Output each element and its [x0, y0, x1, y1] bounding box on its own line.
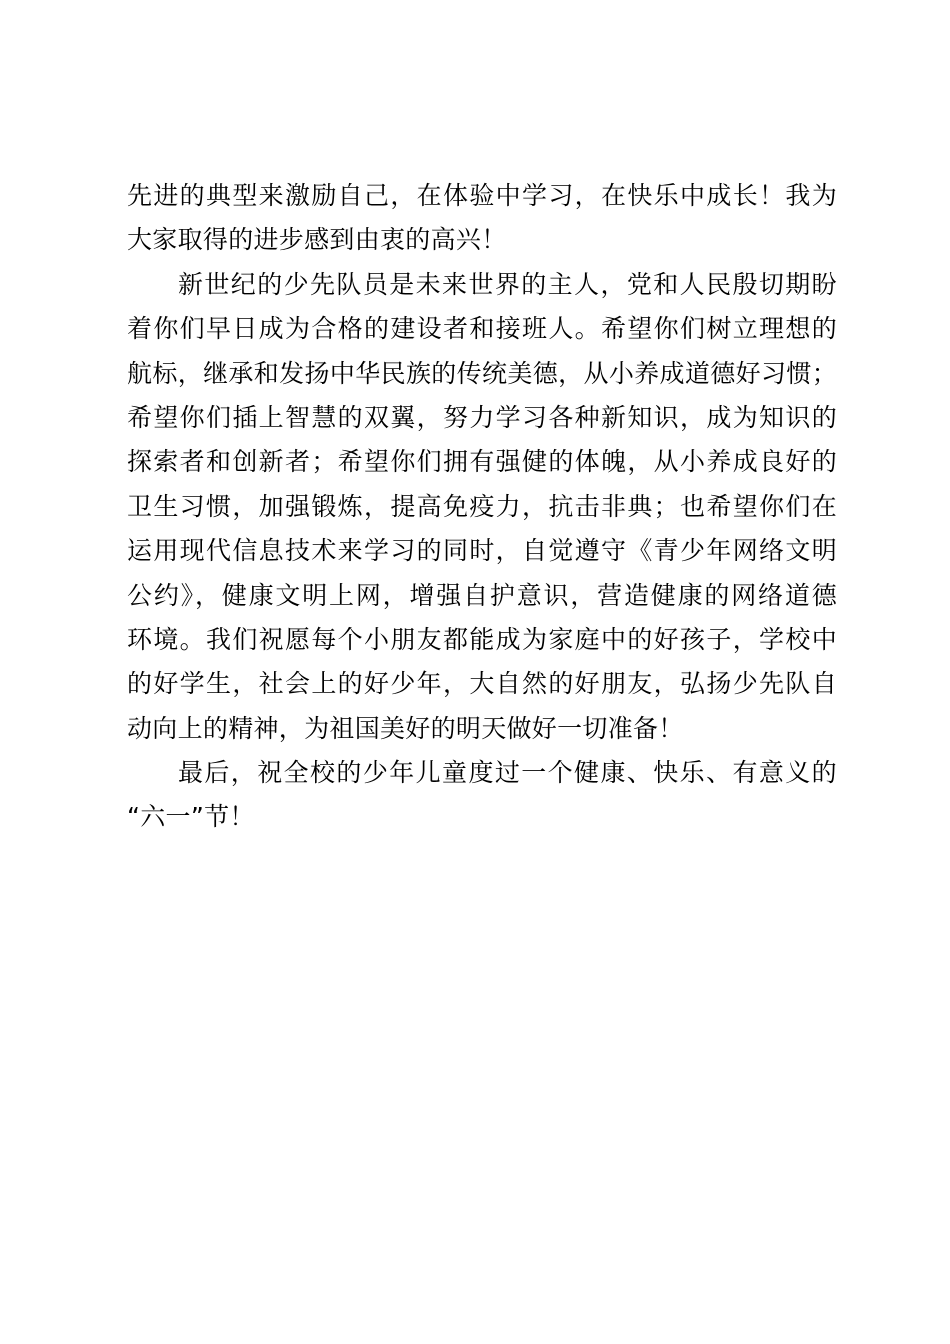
paragraph-2 — [127, 263, 837, 751]
paragraph-line: “六一”节！ — [127, 802, 255, 832]
paragraph-line: 先进的典型来激励自己，在体验中学习，在快乐中成长！我为 — [127, 181, 837, 210]
paragraph-3 — [127, 751, 837, 840]
document-body — [127, 174, 837, 840]
paragraph-line: 公约》，健康文明上网，增强自护意识，营造健康的网络道德 — [127, 580, 837, 610]
paragraph-line: 环境。我们祝愿每个小朋友都能成为家庭中的好孩子，学校中 — [127, 624, 837, 654]
paragraph-line: 希望你们插上智慧的双翼，努力学习各种新知识，成为知识的 — [127, 402, 837, 432]
paragraph-line: 运用现代信息技术来学习的同时，自觉遵守《青少年网络文明 — [127, 536, 837, 566]
paragraph-line: 动向上的精神，为祖国美好的明天做好一切准备！ — [127, 713, 684, 743]
paragraph-line: 的好学生，社会上的好少年，大自然的好朋友，弘扬少先队自 — [127, 669, 837, 699]
paragraph-line: 航标，继承和发扬中华民族的传统美德，从小养成道德好习惯； — [127, 358, 837, 388]
paragraph-line: 着你们早日成为合格的建设者和接班人。希望你们树立理想的 — [127, 314, 837, 344]
paragraph-line: 卫生习惯，加强锻炼，提高免疫力，抗击非典；也希望你们在 — [127, 491, 837, 521]
paragraph-1 — [127, 174, 837, 263]
paragraph-line: 大家取得的进步感到由衷的高兴！ — [127, 225, 507, 255]
paragraph-line: 最后，祝全校的少年儿童度过一个健康、快乐、有意义的 — [178, 758, 837, 788]
paragraph-line: 探索者和创新者；希望你们拥有强健的体魄，从小养成良好的 — [127, 447, 837, 477]
paragraph-line: 新世纪的少先队员是未来世界的主人，党和人民殷切期盼 — [178, 269, 837, 299]
